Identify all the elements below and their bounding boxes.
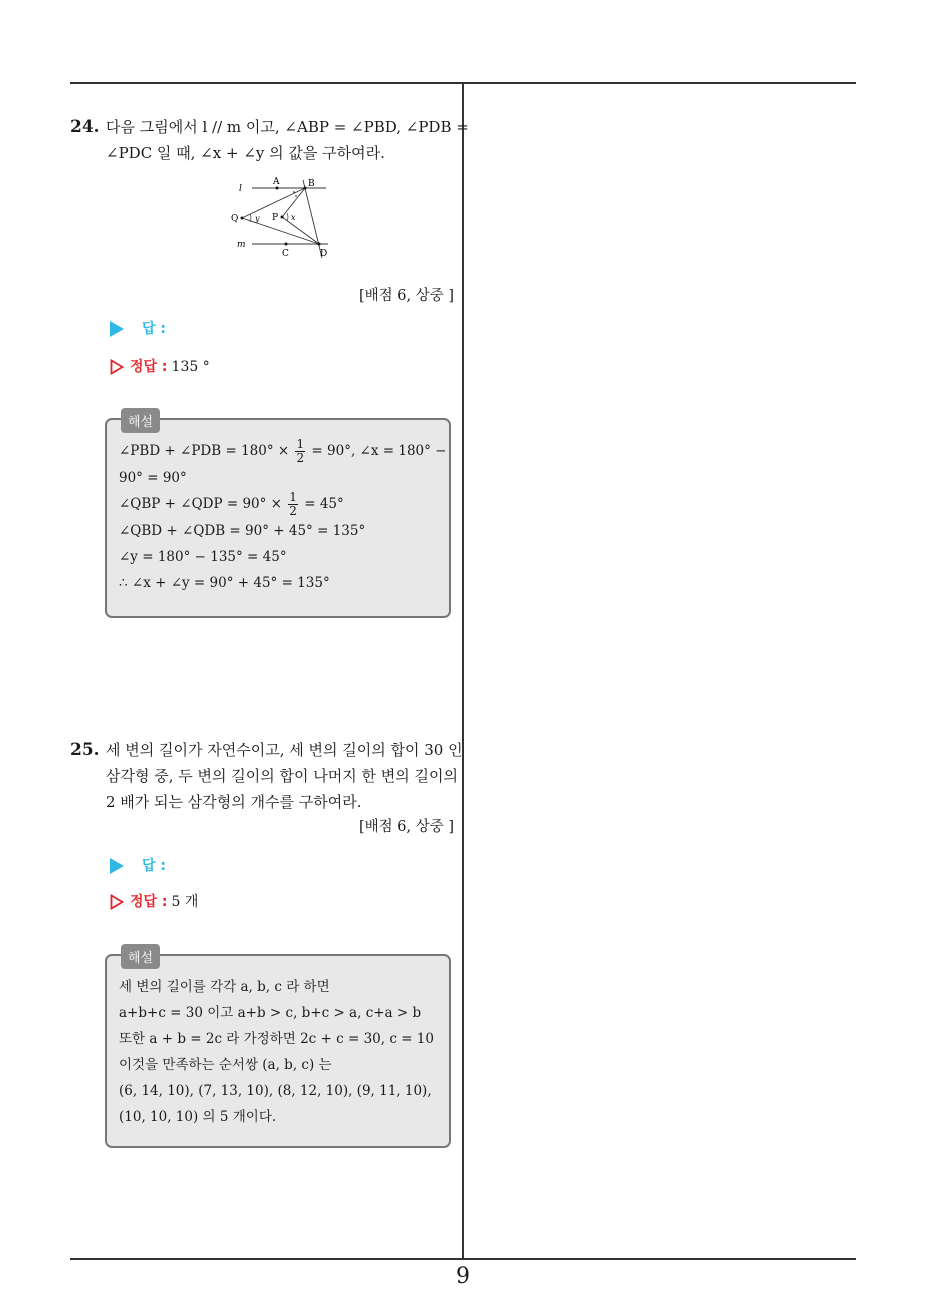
label-a: A	[273, 177, 280, 187]
problem-25-solution-box	[105, 951, 451, 1148]
solution-tag: 해설	[121, 408, 160, 433]
solution-line: a+b+c = 30 이고 a+b > c, b+c > a, c+a > b	[119, 1005, 422, 1021]
problem-25-line-1	[70, 737, 463, 763]
problem-25-line-2: 삼각형 중, 두 변의 길이의 합이 나머지 한 변의 길이의	[106, 767, 458, 785]
solution-line: (6, 14, 10), (7, 13, 10), (8, 12, 10), (9, 11, 10),	[119, 1083, 432, 1099]
correct-arrow-icon	[110, 894, 124, 910]
bottom-rule	[70, 1258, 856, 1260]
problem-25	[70, 737, 463, 839]
label-m: m	[237, 240, 246, 250]
point-p	[281, 216, 284, 219]
answer-arrow-icon	[110, 858, 124, 874]
fraction-denominator: 2	[289, 504, 297, 518]
geometry-figure	[230, 172, 340, 264]
problem-24-number: 24.	[70, 117, 100, 137]
answer-arrow-icon	[110, 321, 124, 337]
label-p: P	[272, 213, 279, 223]
solution-line: 90° = 90°	[119, 470, 187, 486]
segment-qd	[242, 218, 319, 244]
point-d	[318, 243, 321, 246]
angle-y-arc	[250, 214, 251, 222]
problem-24-correct-row	[110, 356, 210, 376]
solution-line	[119, 437, 447, 465]
answer-label: 답 :	[142, 858, 166, 874]
solution-line	[119, 491, 439, 518]
problem-24-solution-box	[105, 415, 451, 618]
problem-25-line-3: 2 배가 되는 삼각형의 개수를 구하여라.	[106, 793, 362, 811]
fraction-denominator: 2	[296, 451, 305, 465]
label-c: C	[282, 249, 289, 259]
point-c	[285, 243, 288, 246]
correct-value: 135 °	[171, 359, 210, 375]
problem-25-correct-row	[110, 891, 198, 911]
solution-line: 세 변의 길이를 각각 a, b, c 라 하면	[119, 979, 330, 995]
label-x: x	[291, 213, 296, 222]
label-b: B	[308, 179, 315, 189]
problem-24-answer-row	[110, 318, 166, 338]
label-y: y	[255, 214, 260, 223]
problem-24-score-wrap	[70, 280, 454, 308]
solution-text: = 90°, ∠x = 180° −	[311, 443, 447, 459]
problem-24-score: [배점 6, 상중 ]	[358, 288, 454, 304]
page-number: 9	[456, 1264, 470, 1289]
fraction	[295, 438, 305, 465]
solution-line: 또한 a + b = 2c 라 가정하면 2c + c = 30, c = 10	[119, 1031, 434, 1047]
solution-line: (10, 10, 10) 의 5 개이다.	[119, 1109, 277, 1125]
solution-text: ∠QBP + ∠QDP = 90° ×	[119, 496, 282, 512]
correct-label: 정답 :	[130, 359, 168, 375]
correct-label: 정답 :	[130, 894, 168, 910]
problem-24-line-1	[70, 114, 469, 140]
segment-bd	[303, 180, 322, 258]
point-q	[241, 217, 244, 220]
fraction-numerator: 1	[296, 437, 305, 451]
problem-24	[70, 114, 469, 166]
point-b	[304, 187, 307, 190]
angle-mark-dot	[293, 191, 295, 193]
solution-text: = 45°	[304, 496, 344, 512]
problem-25-answer-row	[110, 855, 166, 875]
problem-24-text-1: 다음 그림에서 l // m 이고, ∠ABP = ∠PBD, ∠PDB =	[106, 118, 469, 136]
column-divider	[462, 82, 464, 1260]
solution-text: ∠PBD + ∠PDB = 180° ×	[119, 443, 290, 459]
solution-line: ∴ ∠x + ∠y = 90° + 45° = 135°	[119, 575, 330, 591]
angle-mark-dot	[295, 195, 297, 197]
solution-line: ∠QBD + ∠QDB = 90° + 45° = 135°	[119, 523, 366, 539]
solution-line: 이것을 만족하는 순서쌍 (a, b, c) 는	[119, 1057, 332, 1073]
problem-25-score: [배점 6, 상중 ]	[358, 819, 454, 835]
solution-line: ∠y = 180° − 135° = 45°	[119, 549, 287, 565]
answer-label: 답 :	[142, 321, 166, 337]
label-q: Q	[231, 214, 239, 224]
fraction	[288, 491, 298, 518]
correct-arrow-icon	[110, 359, 124, 375]
angle-x-arc	[287, 213, 288, 221]
fraction-numerator: 1	[289, 490, 297, 504]
correct-value: 5 개	[171, 894, 199, 910]
label-l: l	[239, 184, 242, 194]
label-d: D	[320, 249, 328, 259]
solution-tag: 해설	[121, 944, 160, 969]
problem-25-number: 25.	[70, 740, 100, 760]
problem-25-text-1: 세 변의 길이가 자연수이고, 세 변의 길이의 합이 30 인	[106, 741, 463, 759]
problem-24-line-2: ∠PDC 일 때, ∠x + ∠y 의 값을 구하여라.	[106, 144, 385, 162]
